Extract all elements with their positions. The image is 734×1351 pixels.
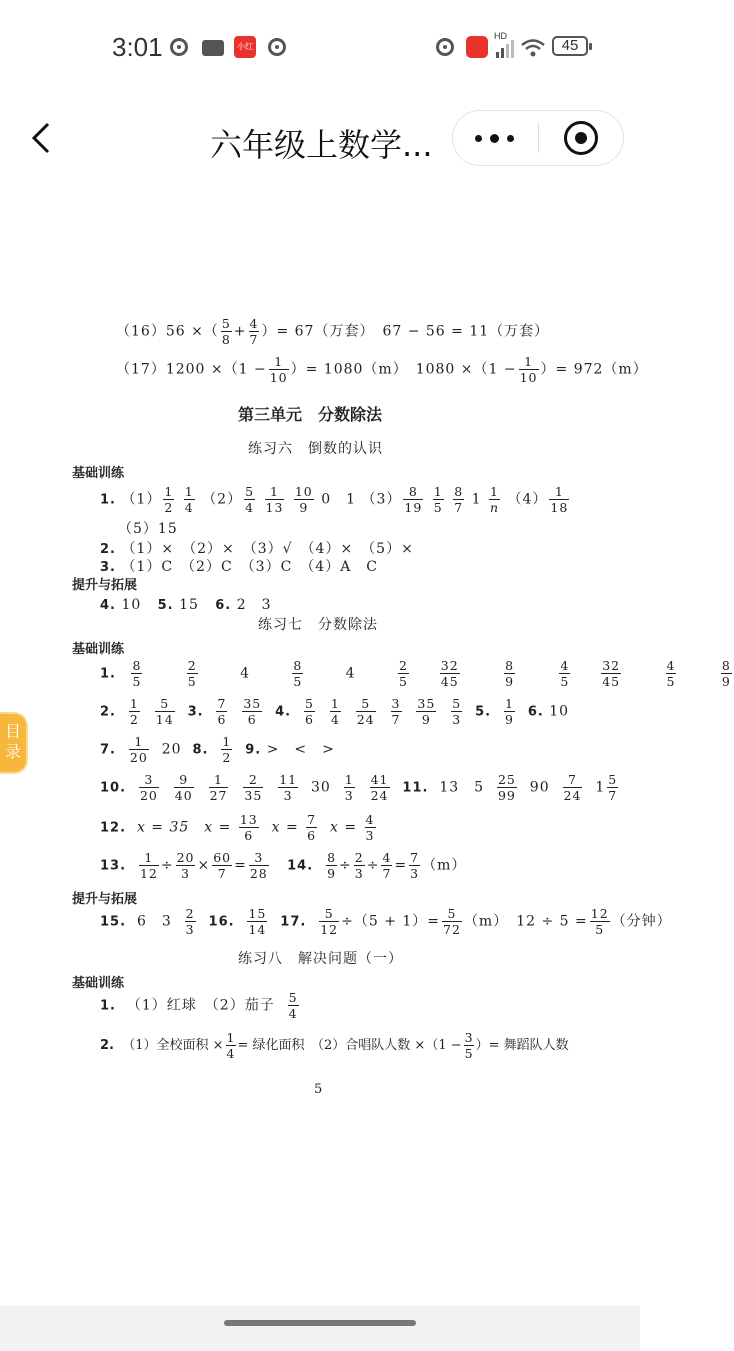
exercise7-heading: 练习七 分数除法 bbox=[258, 617, 378, 633]
page-title: 六年级上数学... bbox=[210, 126, 433, 164]
ex7-q13-14: 13. $\frac{1}{12}$ ÷ $\frac{20}{3}$ × $\frac{60}{7}$ = $\frac{3}{28}$ 14. $\frac{8}{9}$ ÷ $\frac{2}{3}$ ÷ $\frac{4}{7}$ = $\frac{7}{3}$ （m） bbox=[100, 850, 467, 881]
gesture-bar bbox=[0, 1306, 640, 1351]
ex7-q15-17: 15. 6 3 $\frac{2}{3}$ 16. $\frac{15}{14}$ 17. $\frac{5}{12}$ ÷（5 + 1）= $\frac{5}{72}$ （m） 12 ÷ 5 = $\frac{12}{5}$ （分钟） bbox=[100, 906, 672, 937]
section-adv-2: 提升与拓展 bbox=[72, 892, 138, 907]
section-adv-1: 提升与拓展 bbox=[72, 578, 138, 593]
app-badge-icon: 小红书 bbox=[234, 36, 256, 58]
unit-heading: 第三单元 分数除法 bbox=[238, 405, 383, 424]
ex6-q2: 2. （1）× （2）× （3）√ （4）× （5）× bbox=[100, 541, 414, 557]
directory-tab[interactable]: 目录 bbox=[0, 712, 28, 774]
line-17: （17）1200 ×（1 − $\frac{1}{10}$ ）= 1080（m） 1080 ×（1 − $\frac{1}{10}$ ）= 972（m） bbox=[116, 354, 648, 385]
section-basic-2: 基础训练 bbox=[72, 642, 125, 657]
section-basic-1: 基础训练 bbox=[72, 466, 125, 481]
ex6-q1-part5: （5）15 bbox=[118, 521, 178, 537]
ex7-q12: 12. x = 35 x = $\frac{13}{6}$ x = $\frac{7}{6}$ x = $\frac{4}{3}$ bbox=[100, 812, 375, 843]
ex7-q7-9: 7. $\frac{1}{20}$ 20 8. $\frac{1}{2}$ 9. > < > bbox=[100, 734, 335, 765]
ex6-q3: 3. （1）C （2）C （3）C （4）A C bbox=[100, 559, 379, 575]
ex7-q1: 1. $\frac{8}{5}$ $\frac{2}{5}$ 4 $\frac{8}{5}$ 4 $\frac{2}{5}$ $\frac{32}{45}$ $\frac{8}{9}$ $\frac{4}{5}$ $\frac{32}{45}$ $\frac{4}{5}$ $\frac{8}{9}$ bbox=[100, 658, 731, 689]
ex7-q10-11: 10. $\frac{3}{20}$ $\frac{9}{40}$ $\frac{1}{27}$ $\frac{2}{35}$ $\frac{11}{3}$ 30 $\frac{1}{3}$ $\frac{41}{24}$ 11. 13 5 $\frac{25}{99}$ 90 $\frac{7}{24}$ 1 $\frac{5}{7}$ bbox=[100, 772, 618, 803]
hd-label: HD bbox=[494, 31, 507, 41]
exercise6-heading: 练习六 倒数的认识 bbox=[248, 441, 383, 457]
ex6-q4-6: 4. 10 5. 15 6. 2 3 bbox=[100, 597, 272, 613]
ex7-q2-6: 2. $\frac{1}{2}$ $\frac{5}{14}$ 3. $\frac{7}{6}$ $\frac{35}{6}$ 4. $\frac{5}{6}$ $\frac{1}{4}$ $\frac{5}{24}$ $\frac{3}{7}$ $\frac{35}{9}$ $\frac{5}{3}$ 5. $\frac{1}{9}$ 6. 10 bbox=[100, 696, 570, 727]
page-number: 5 bbox=[314, 1082, 323, 1097]
section-basic-3: 基础训练 bbox=[72, 976, 125, 991]
ex8-q1: 1. （1）红球 （2）茄子 $\frac{5}{4}$ bbox=[100, 990, 298, 1021]
ex8-q2: 2. （1）全校面积 × $\frac{1}{4}$ = 绿化面积 （2）合唱队人数 ×（1 − $\frac{3}{5}$ ）= 舞蹈队人数 bbox=[100, 1030, 569, 1061]
status-time: 3:01 bbox=[112, 32, 163, 62]
exercise8-heading: 练习八 解决问题（一） bbox=[238, 951, 403, 967]
battery-icon: 45 bbox=[552, 36, 588, 56]
home-indicator[interactable] bbox=[224, 1320, 416, 1326]
ex6-q1: 1. （1） $\frac{1}{2}$ $\frac{1}{4}$ （2） $\frac{5}{4}$ $\frac{1}{13}$ $\frac{10}{9}$ 0 1 （3） $\frac{8}{19}$ $\frac{1}{5}$ $\frac{8}{7}$ 1 $\frac{1}{n}$ （4） $\frac{1}{18}$ bbox=[100, 484, 569, 515]
line-16: （16）56 ×（ $\frac{5}{8}$ + $\frac{4}{7}$ ）= 67（万套） 67 − 56 = 11（万套） bbox=[116, 316, 550, 347]
